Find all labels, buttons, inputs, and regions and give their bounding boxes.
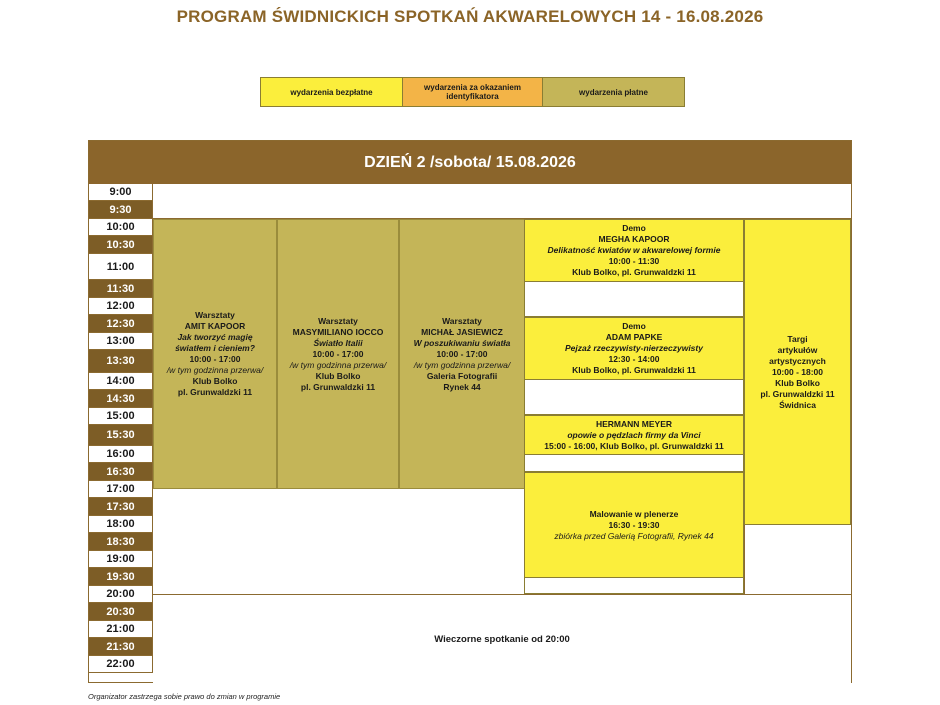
time-slot: 11:00: [89, 254, 153, 280]
event-type: Demo: [622, 321, 646, 331]
empty-slot: [524, 578, 744, 594]
time-slot: 13:00: [89, 333, 153, 350]
time-slot: 9:00: [89, 184, 153, 201]
legend-free: wydarzenia bezpłatne: [261, 78, 403, 106]
time-slot: 21:00: [89, 621, 153, 638]
event-time: 10:00 - 17:00: [436, 348, 488, 359]
event-plener[interactable]: [524, 472, 744, 578]
time-slot: 14:00: [89, 373, 153, 390]
event-topic: W poszukiwaniu światła: [413, 337, 511, 348]
event-place: Klub Bolko: [315, 370, 361, 381]
event-note: /w tym godzinna przerwa/: [413, 359, 511, 370]
time-slot: 17:00: [89, 481, 153, 498]
legend-paid: wydarzenia płatne: [543, 78, 684, 106]
empty-slot: [524, 282, 744, 317]
event-time: 16:30 - 19:30: [608, 519, 660, 530]
time-slot: 10:00: [89, 219, 153, 236]
empty-slot: [524, 380, 744, 415]
event-time: 10:00 - 17:00: [312, 348, 364, 359]
event-hermann-meyer[interactable]: [524, 415, 744, 455]
event-workshop-jasiewicz[interactable]: [399, 219, 525, 489]
event-address: Rynek 44: [443, 381, 481, 392]
time-slot: 11:30: [89, 280, 153, 298]
schedule-grid: [88, 140, 852, 683]
time-slot: 10:30: [89, 236, 153, 254]
event-topic: Pejzaż rzeczywisty-nierzeczywisty: [565, 343, 703, 353]
event-topic: światłem i cieniem?: [175, 343, 255, 353]
event-place: Klub Bolko: [775, 377, 820, 388]
time-slot: 15:30: [89, 425, 153, 446]
event-time: 10:00 - 18:00: [771, 366, 824, 377]
footer-note: Organizator zastrzega sobie prawo do zmian w programie: [88, 692, 281, 701]
event-workshop-iocco[interactable]: [277, 219, 399, 489]
event-place: Klub Bolko, pl. Grunwaldzki 11: [572, 267, 696, 277]
event-topic: opowie o pędzlach firmy da Vinci: [567, 429, 701, 440]
time-slot: 14:30: [89, 390, 153, 408]
time-slot: 18:00: [89, 516, 153, 533]
time-slot: 20:00: [89, 586, 153, 603]
time-slot: 20:30: [89, 603, 153, 621]
time-slot: 16:30: [89, 463, 153, 481]
legend: [260, 77, 685, 107]
time-slot: 9:30: [89, 201, 153, 219]
time-slot: 22:00: [89, 656, 153, 673]
event-artist: HERMANN MEYER: [595, 418, 673, 429]
event-evening-meeting[interactable]: Wieczorne spotkanie od 20:00: [153, 594, 851, 683]
time-slot: 19:00: [89, 551, 153, 568]
event-address: pl. Grunwaldzki 11: [300, 381, 376, 392]
event-note: /w tym godzinna przerwa/: [289, 359, 387, 370]
event-topic: Delikatność kwiatów w akwarelowej formie: [547, 245, 721, 255]
time-slot: 12:00: [89, 298, 153, 315]
event-city: Świdnica: [779, 399, 816, 410]
event-artist: MEGHA KAPOOR: [598, 234, 670, 244]
event-type: Demo: [622, 223, 646, 233]
time-slot: 17:30: [89, 498, 153, 516]
event-address: pl. Grunwaldzki 11: [760, 388, 835, 399]
time-slot: 13:30: [89, 350, 153, 373]
event-type: Warsztaty: [195, 310, 235, 320]
time-slot: 15:00: [89, 408, 153, 425]
event-artist: AMIT KAPOOR: [184, 321, 246, 331]
day-header: DZIEŃ 2 /sobota/ 15.08.2026: [89, 141, 851, 184]
legend-id-required: wydarzenia za okazaniem identyfikatora: [403, 78, 543, 106]
event-targi[interactable]: [744, 219, 851, 525]
event-topic: Światło Italii: [313, 337, 363, 348]
event-type: Warsztaty: [318, 315, 358, 326]
event-time: 10:00 - 17:00: [189, 354, 241, 364]
time-slot: 21:30: [89, 638, 153, 656]
time-slot: 12:30: [89, 315, 153, 333]
event-time: 12:30 - 14:00: [608, 354, 660, 364]
event-address: pl. Grunwaldzki 11: [177, 387, 253, 397]
time-slot: 19:30: [89, 568, 153, 586]
event-title: Targi: [787, 333, 808, 344]
event-title: Malowanie w plenerze: [589, 508, 679, 519]
event-workshop-amit-kapoor[interactable]: [153, 219, 277, 489]
event-place: Klub Bolko: [192, 376, 238, 386]
event-place: Klub Bolko, pl. Grunwaldzki 11: [572, 365, 696, 375]
event-demo-megha-kapoor[interactable]: [524, 219, 744, 282]
page-title: PROGRAM ŚWIDNICKICH SPOTKAŃ AKWARELOWYCH 14 - 16.08.2026: [176, 7, 764, 26]
event-time: 10:00 - 11:30: [608, 256, 660, 266]
event-place: zbiórka przed Galerią Fotografii, Rynek 44: [554, 530, 714, 541]
time-slot: 18:30: [89, 533, 153, 551]
event-demo-adam-papke[interactable]: [524, 317, 744, 380]
empty-slot: [524, 455, 744, 472]
event-type: Warsztaty: [442, 315, 482, 326]
event-time: 15:00 - 16:00, Klub Bolko, pl. Grunwaldzki 11: [544, 440, 724, 451]
event-artist: MASYMILIANO IOCCO: [292, 326, 384, 337]
event-topic: Jak tworzyć magię: [177, 332, 253, 342]
grid-line: [744, 525, 745, 594]
event-artist: MICHAŁ JASIEWICZ: [421, 326, 503, 337]
event-title: artykułów: [777, 344, 818, 355]
event-artist: ADAM PAPKE: [605, 332, 663, 342]
event-place: Galeria Fotografii: [426, 370, 498, 381]
time-slot: 16:00: [89, 446, 153, 463]
event-note: /w tym godzinna przerwa/: [166, 365, 264, 375]
event-title: artystycznych: [769, 355, 826, 366]
